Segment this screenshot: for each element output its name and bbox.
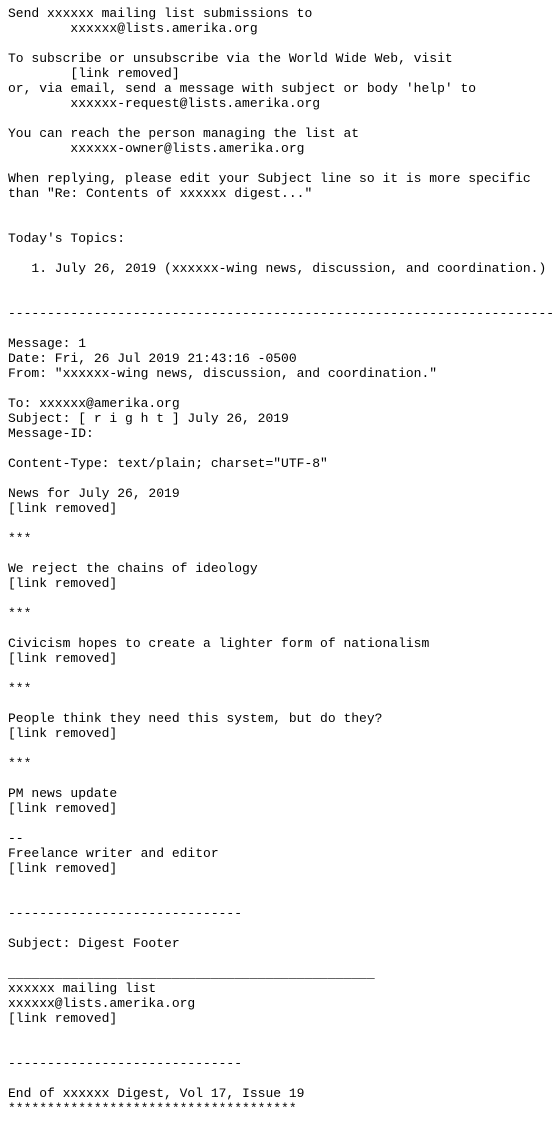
article-title-line: Civicism hopes to create a lighter form of nationalism [8,636,430,651]
link-removed-line: [link removed] [8,801,118,816]
link-removed-line: [link removed] [8,66,180,81]
link-removed-line: [link removed] [8,576,118,591]
blank-line [8,471,554,486]
underscore-rule: _______________________________________________ [8,966,375,981]
blank-line [8,816,554,831]
blank-line [8,1041,554,1056]
content-type-header-line: Content-Type: text/plain; charset="UTF-8" [8,456,328,471]
link-removed-line: [link removed] [8,501,118,516]
message-number-line: Message: 1 [8,336,87,351]
blank-line [8,291,554,306]
article-title-line: PM news update [8,786,118,801]
blank-line [8,771,554,786]
signature-line: Freelance writer and editor [8,846,219,861]
blank-line [8,441,554,456]
to-header-line: To: xxxxxx@amerika.org [8,396,180,411]
signature-separator: -- [8,831,24,846]
blank-line [8,666,554,681]
blank-line [8,321,554,336]
asterisk-divider: *** [8,531,32,546]
replying-note-line: When replying, please edit your Subject line so it is more specific [8,171,531,186]
blank-line [8,621,554,636]
article-title-line: We reject the chains of ideology [8,561,258,576]
list-address-line: xxxxxx@lists.amerika.org [8,21,258,36]
blank-line [8,741,554,756]
blank-line [8,246,554,261]
blank-line [8,591,554,606]
blank-line [8,516,554,531]
owner-intro-line: You can reach the person managing the list at [8,126,360,141]
request-address-line: xxxxxx-request@lists.amerika.org [8,96,321,111]
blank-line [8,951,554,966]
intro-line: Send xxxxxx mailing list submissions to [8,6,313,21]
from-header-line: From: "xxxxxx-wing news, discussion, and coordination." [8,366,438,381]
news-heading-line: News for July 26, 2019 [8,486,180,501]
link-removed-line: [link removed] [8,651,118,666]
separator-line: ------------------------------ [8,1056,243,1071]
replying-note-line: than "Re: Contents of xxxxxx digest..." [8,186,313,201]
link-removed-line: [link removed] [8,1011,118,1026]
asterisk-rule: ************************************* [8,1101,297,1116]
blank-line [8,876,554,891]
blank-line [8,36,554,51]
blank-line [8,216,554,231]
blank-line [8,201,554,216]
blank-line [8,111,554,126]
blank-line [8,381,554,396]
blank-line [8,1071,554,1086]
blank-line [8,156,554,171]
asterisk-divider: *** [8,756,32,771]
separator-line: ------------------------------ [8,906,243,921]
topics-heading: Today's Topics: [8,231,126,246]
link-removed-line: [link removed] [8,726,118,741]
link-removed-line: [link removed] [8,861,118,876]
blank-line [8,1026,554,1041]
article-title-line: People think they need this system, but do they? [8,711,383,726]
date-header-line: Date: Fri, 26 Jul 2019 21:43:16 -0500 [8,351,297,366]
separator-line: ---------------------------------------------------------------------- [8,306,554,321]
blank-line [8,276,554,291]
asterisk-divider: *** [8,606,32,621]
owner-address-line: xxxxxx-owner@lists.amerika.org [8,141,305,156]
topic-item: 1. July 26, 2019 (xxxxxx-wing news, discussion, and coordination.) [8,261,547,276]
subscribe-line: To subscribe or unsubscribe via the World Wide Web, visit [8,51,453,66]
footer-list-address-line: xxxxxx@lists.amerika.org [8,996,196,1011]
blank-line [8,696,554,711]
blank-line [8,546,554,561]
asterisk-divider: *** [8,681,32,696]
blank-line [8,921,554,936]
message-id-header-line: Message-ID: [8,426,94,441]
footer-list-name-line: xxxxxx mailing list [8,981,157,996]
email-help-line: or, via email, send a message with subject or body 'help' to [8,81,477,96]
subject-header-line: Subject: [ r i g h t ] July 26, 2019 [8,411,289,426]
blank-line [8,891,554,906]
footer-subject-line: Subject: Digest Footer [8,936,180,951]
digest-end-line: End of xxxxxx Digest, Vol 17, Issue 19 [8,1086,305,1101]
